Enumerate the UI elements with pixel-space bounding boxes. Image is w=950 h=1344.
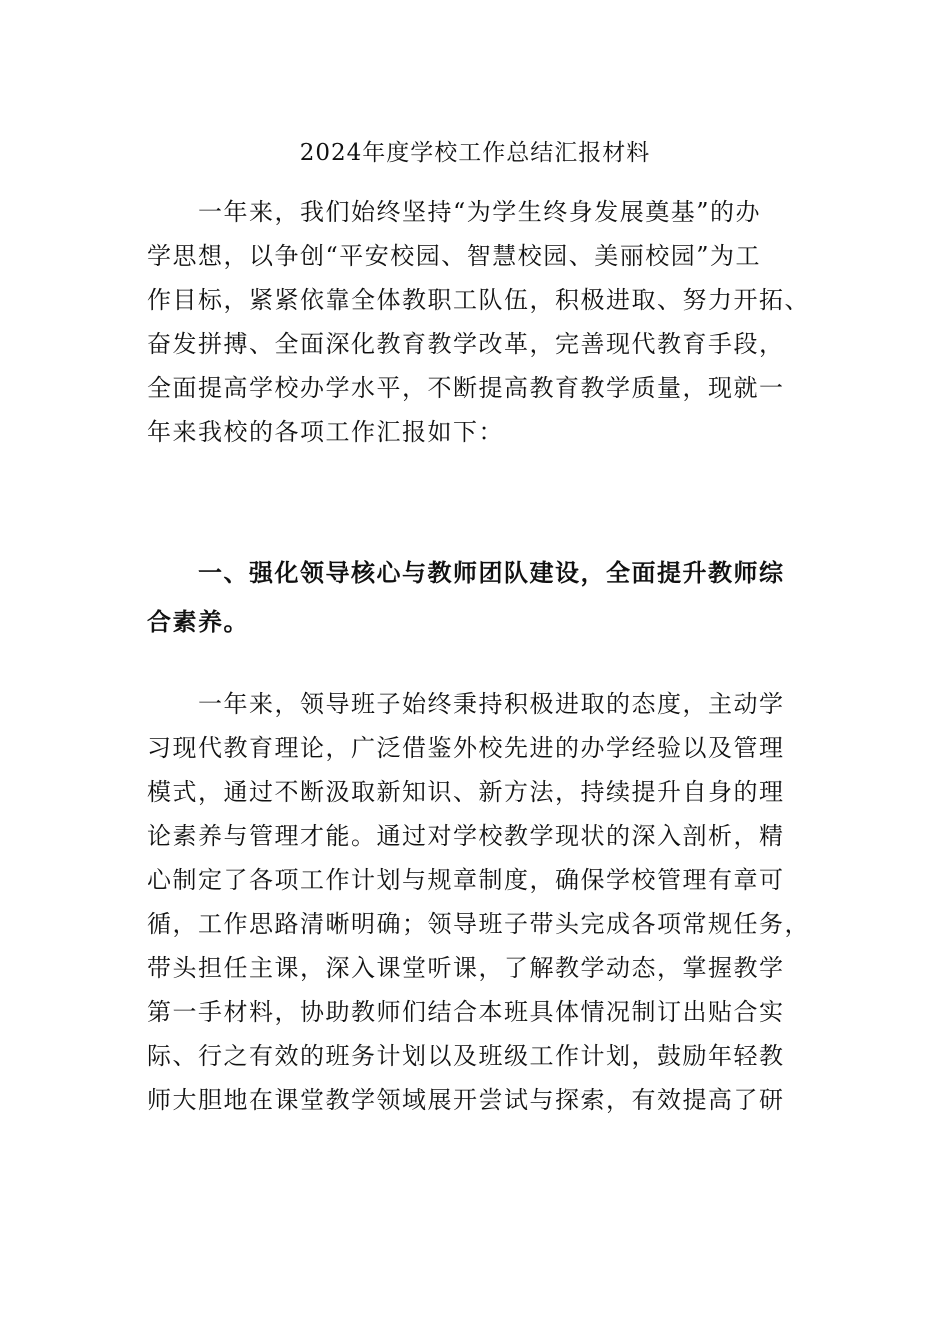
paragraph-line: 师大胆地在课堂教学领域展开尝试与探索，有效提高了研: [147, 1086, 785, 1114]
document-title: 2024年度学校工作总结汇报材料: [299, 140, 651, 166]
paragraph-line: 际、行之有效的班务计划以及班级工作计划，鼓励年轻教: [147, 1042, 785, 1070]
paragraph-line: 心制定了各项工作计划与规章制度，确保学校管理有章可: [147, 866, 785, 894]
paragraph-line: 一年来，我们始终坚持“为学生终身发展奠基”的办: [198, 198, 762, 226]
paragraph-line: 年来我校的各项工作汇报如下：: [147, 418, 504, 446]
paragraph-line: 循，工作思路清晰明确；领导班子带头完成各项常规任务，: [147, 910, 810, 938]
section-heading: [147, 548, 807, 646]
paragraph-line: 学思想，以争创“平安校园、智慧校园、美丽校园”为工: [147, 242, 762, 270]
section-body-paragraph: [147, 682, 810, 1122]
paragraph-line: 一年来，领导班子始终秉持积极进取的态度，主动学: [198, 690, 785, 718]
paragraph-line: 带头担任主课，深入课堂听课，了解教学动态，掌握教学: [147, 954, 785, 982]
intro-paragraph: [147, 190, 810, 454]
heading-line: 合素养。: [147, 607, 249, 636]
paragraph-line: 全面提高学校办学水平，不断提高教育教学质量，现就一: [147, 374, 785, 402]
paragraph-line: 奋发拼搏、全面深化教育教学改革，完善现代教育手段，: [147, 330, 785, 358]
paragraph-line: 作目标，紧紧依靠全体教职工队伍，积极进取、努力开拓、: [147, 286, 810, 314]
paragraph-line: 模式，通过不断汲取新知识、新方法，持续提升自身的理: [147, 778, 785, 806]
heading-line: 一、强化领导核心与教师团队建设，全面提升教师综: [198, 558, 785, 587]
paragraph-line: 论素养与管理才能。通过对学校教学现状的深入剖析，精: [147, 822, 785, 850]
paragraph-line: 第一手材料，协助教师们结合本班具体情况制订出贴合实: [147, 998, 785, 1026]
paragraph-line: 习现代教育理论，广泛借鉴外校先进的办学经验以及管理: [147, 734, 785, 762]
